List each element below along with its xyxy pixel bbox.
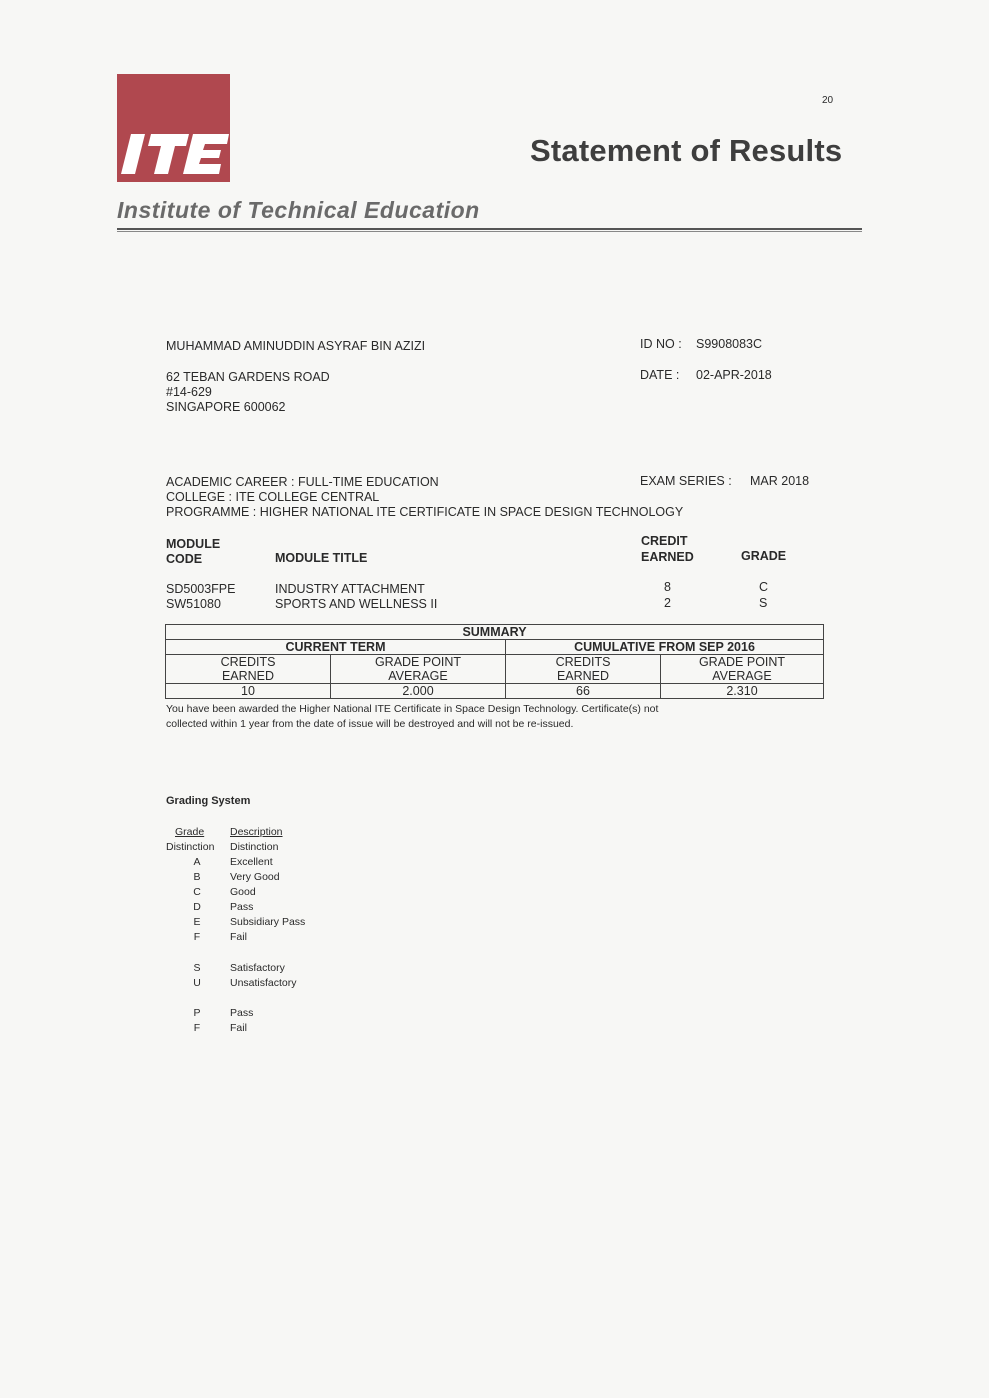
cumulative-gpa-header-2: AVERAGE [712, 669, 772, 683]
module-title: SPORTS AND WELLNESS II [275, 597, 438, 611]
credit-header-1: CREDIT [641, 534, 688, 548]
current-credits-header-2: EARNED [221, 669, 275, 683]
college: COLLEGE : ITE COLLEGE CENTRAL [166, 490, 380, 504]
grade-code: F [193, 1022, 201, 1034]
programme: PROGRAMME : HIGHER NATIONAL ITE CERTIFICATE IN SPACE DESIGN TECHNOLOGY [166, 505, 684, 519]
grade-code: S [193, 962, 201, 974]
academic-career: ACADEMIC CAREER : FULL-TIME EDUCATION [166, 475, 439, 489]
award-note-line-2: collected within 1 year from the date of issue will be destroyed and will not be re-issued. [166, 718, 574, 730]
cumulative-credits-header-1: CREDITS [555, 655, 611, 669]
grade-code: Distinction [166, 841, 215, 853]
grade-description: Pass [230, 1007, 254, 1019]
credit-header-2: EARNED [641, 550, 694, 564]
grade-description: Excellent [230, 856, 273, 868]
grade-code: F [193, 931, 201, 943]
institute-name: Institute of Technical Education [117, 197, 480, 223]
cumulative-credits-header [506, 655, 661, 684]
grade-description: Subsidiary Pass [230, 916, 306, 928]
module-title-header: MODULE TITLE [275, 551, 368, 565]
module-code-header-2: CODE [166, 552, 203, 566]
grade-description: Fail [230, 1022, 247, 1034]
current-gpa-header-2: AVERAGE [388, 669, 448, 683]
grading-system-title: Grading System [166, 795, 251, 807]
current-term-header: CURRENT TERM [166, 640, 506, 655]
summary-title: SUMMARY [166, 625, 824, 640]
grade-code: B [193, 871, 201, 883]
header-rule [117, 228, 862, 230]
exam-series-label: EXAM SERIES : [640, 474, 732, 488]
id-label: ID NO : [640, 337, 682, 351]
module-code-header-1: MODULE [166, 537, 221, 551]
cumulative-gpa-header-1: GRADE POINT [698, 655, 786, 669]
document-title: Statement of Results [530, 133, 843, 168]
description-column-header: Description [230, 826, 283, 838]
summary-table [165, 624, 824, 699]
cumulative-gpa-value: 2.310 [661, 684, 824, 699]
grade-code: U [193, 977, 201, 989]
current-credits-value: 10 [166, 684, 331, 699]
grade-header: GRADE [741, 549, 787, 563]
address-line-1: 62 TEBAN GARDENS ROAD [166, 370, 330, 384]
cumulative-credits-value: 66 [506, 684, 661, 699]
grade-description: Distinction [230, 841, 279, 853]
cumulative-header: CUMULATIVE FROM SEP 2016 [506, 640, 824, 655]
module-grade: S [759, 596, 768, 610]
module-credit: 2 [664, 596, 671, 610]
grade-code: E [193, 916, 201, 928]
grade-description: Pass [230, 901, 254, 913]
grade-column-header: Grade [175, 826, 205, 838]
grade-description: Fail [230, 931, 247, 943]
current-credits-header [166, 655, 331, 684]
current-gpa-value: 2.000 [331, 684, 506, 699]
grade-code: A [193, 856, 201, 868]
grade-code: P [193, 1007, 201, 1019]
ite-logo [117, 74, 230, 182]
address-line-3: SINGAPORE 600062 [166, 400, 286, 414]
current-credits-header-1: CREDITS [220, 655, 276, 669]
grade-code: C [193, 886, 201, 898]
page-number: 20 [822, 95, 834, 106]
grade-description: Unsatisfactory [230, 977, 297, 989]
cumulative-credits-header-2: EARNED [556, 669, 610, 683]
grade-description: Good [230, 886, 256, 898]
student-name: MUHAMMAD AMINUDDIN ASYRAF BIN AZIZI [166, 339, 426, 353]
current-gpa-header-1: GRADE POINT [374, 655, 462, 669]
date-value: 02-APR-2018 [696, 368, 772, 382]
module-code: SW51080 [166, 597, 221, 611]
address-line-2: #14-629 [166, 385, 212, 399]
exam-series-value: MAR 2018 [750, 474, 810, 488]
module-code: SD5003FPE [166, 582, 236, 596]
id-value: S9908083C [696, 337, 763, 351]
award-note-line-1: You have been awarded the Higher National ITE Certificate in Space Design Technology. Certificate(s) not [166, 703, 659, 715]
grade-description: Very Good [230, 871, 280, 883]
module-grade: C [759, 580, 769, 594]
cumulative-gpa-header [661, 655, 824, 684]
module-credit: 8 [664, 580, 671, 594]
grade-description: Satisfactory [230, 962, 285, 974]
date-label: DATE : [640, 368, 680, 382]
grade-code: D [193, 901, 201, 913]
header-rule-thin [117, 231, 862, 232]
current-gpa-header [331, 655, 506, 684]
module-title: INDUSTRY ATTACHMENT [275, 582, 425, 596]
